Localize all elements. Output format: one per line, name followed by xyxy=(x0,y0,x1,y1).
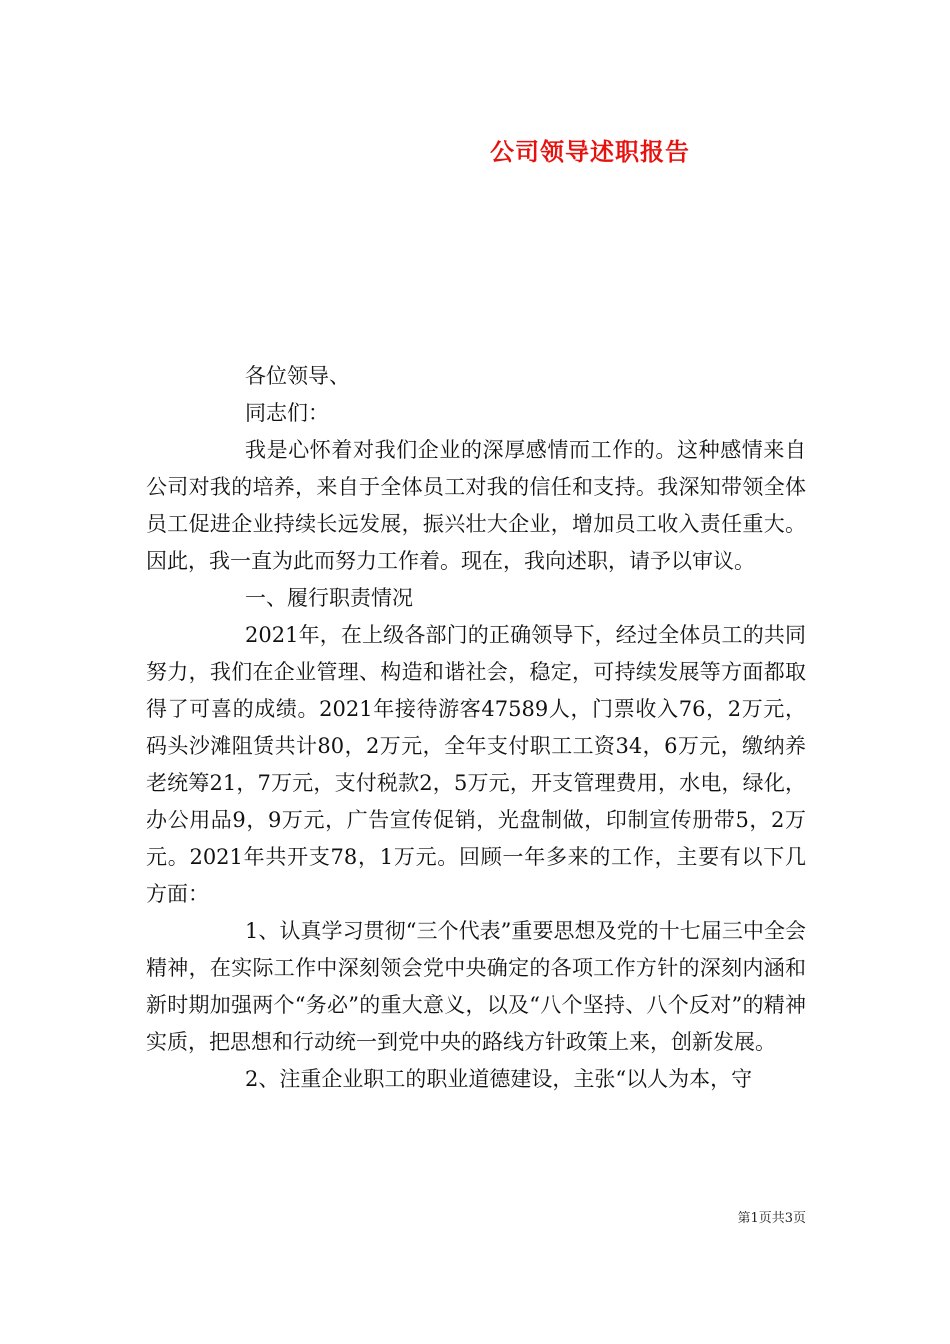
document-body xyxy=(146,358,806,1098)
section-heading-duties: 一、履行职责情况 xyxy=(245,586,413,610)
document-title: 公司领导述职报告 xyxy=(490,138,690,166)
page-number: 第1页共3页 xyxy=(737,1211,806,1226)
paragraph-intro: 我是心怀着对我们企业的深厚感情而工作的。这种感情来自公司对我的培养，来自于全体员工对我的信任和支持。我深知带领全体员工促进企业持续长远发展，振兴壮大企业，增加员工收入责任重大。因此，我一直为此而努力工作着。现在，我向述职，请予以审议。 xyxy=(146,438,806,573)
paragraph-achievements: 2021年，在上级各部门的正确领导下，经过全体员工的共同努力，我们在企业管理、构造和谐社会，稳定，可持续发展等方面都取得了可喜的成绩。2021年接待游客47589人，门票收入76，2万元，码头沙滩阻赁共计80，2万元，全年支付职工工资34，6万元，缴纳养老统筹21，7万元，支付税款2，5万元，开支管理费用，水电，绿化，办公用品9，9万元，广告宣传促销，光盘制做，印制宣传册带5，2万元。2021年共开支78，1万元。回顾一年多来的工作，主要有以下几方面： xyxy=(146,623,806,906)
paragraph-item-2: 2、注重企业职工的职业道德建设，主张“以人为本，守 xyxy=(245,1067,753,1091)
paragraph-item-1: 1、认真学习贯彻“三个代表”重要思想及党的十七届三中全会精神，在实际工作中深刻领会党中央确定的各项工作方针的深刻内涵和新时期加强两个“务必”的重大意义，以及“八个坚持、八个反对”的精神实质，把思想和行动统一到党中央的路线方针政策上来，创新发展。 xyxy=(146,919,806,1054)
salutation-comrades: 同志们： xyxy=(245,401,329,425)
salutation-leaders: 各位领导、 xyxy=(245,364,350,388)
